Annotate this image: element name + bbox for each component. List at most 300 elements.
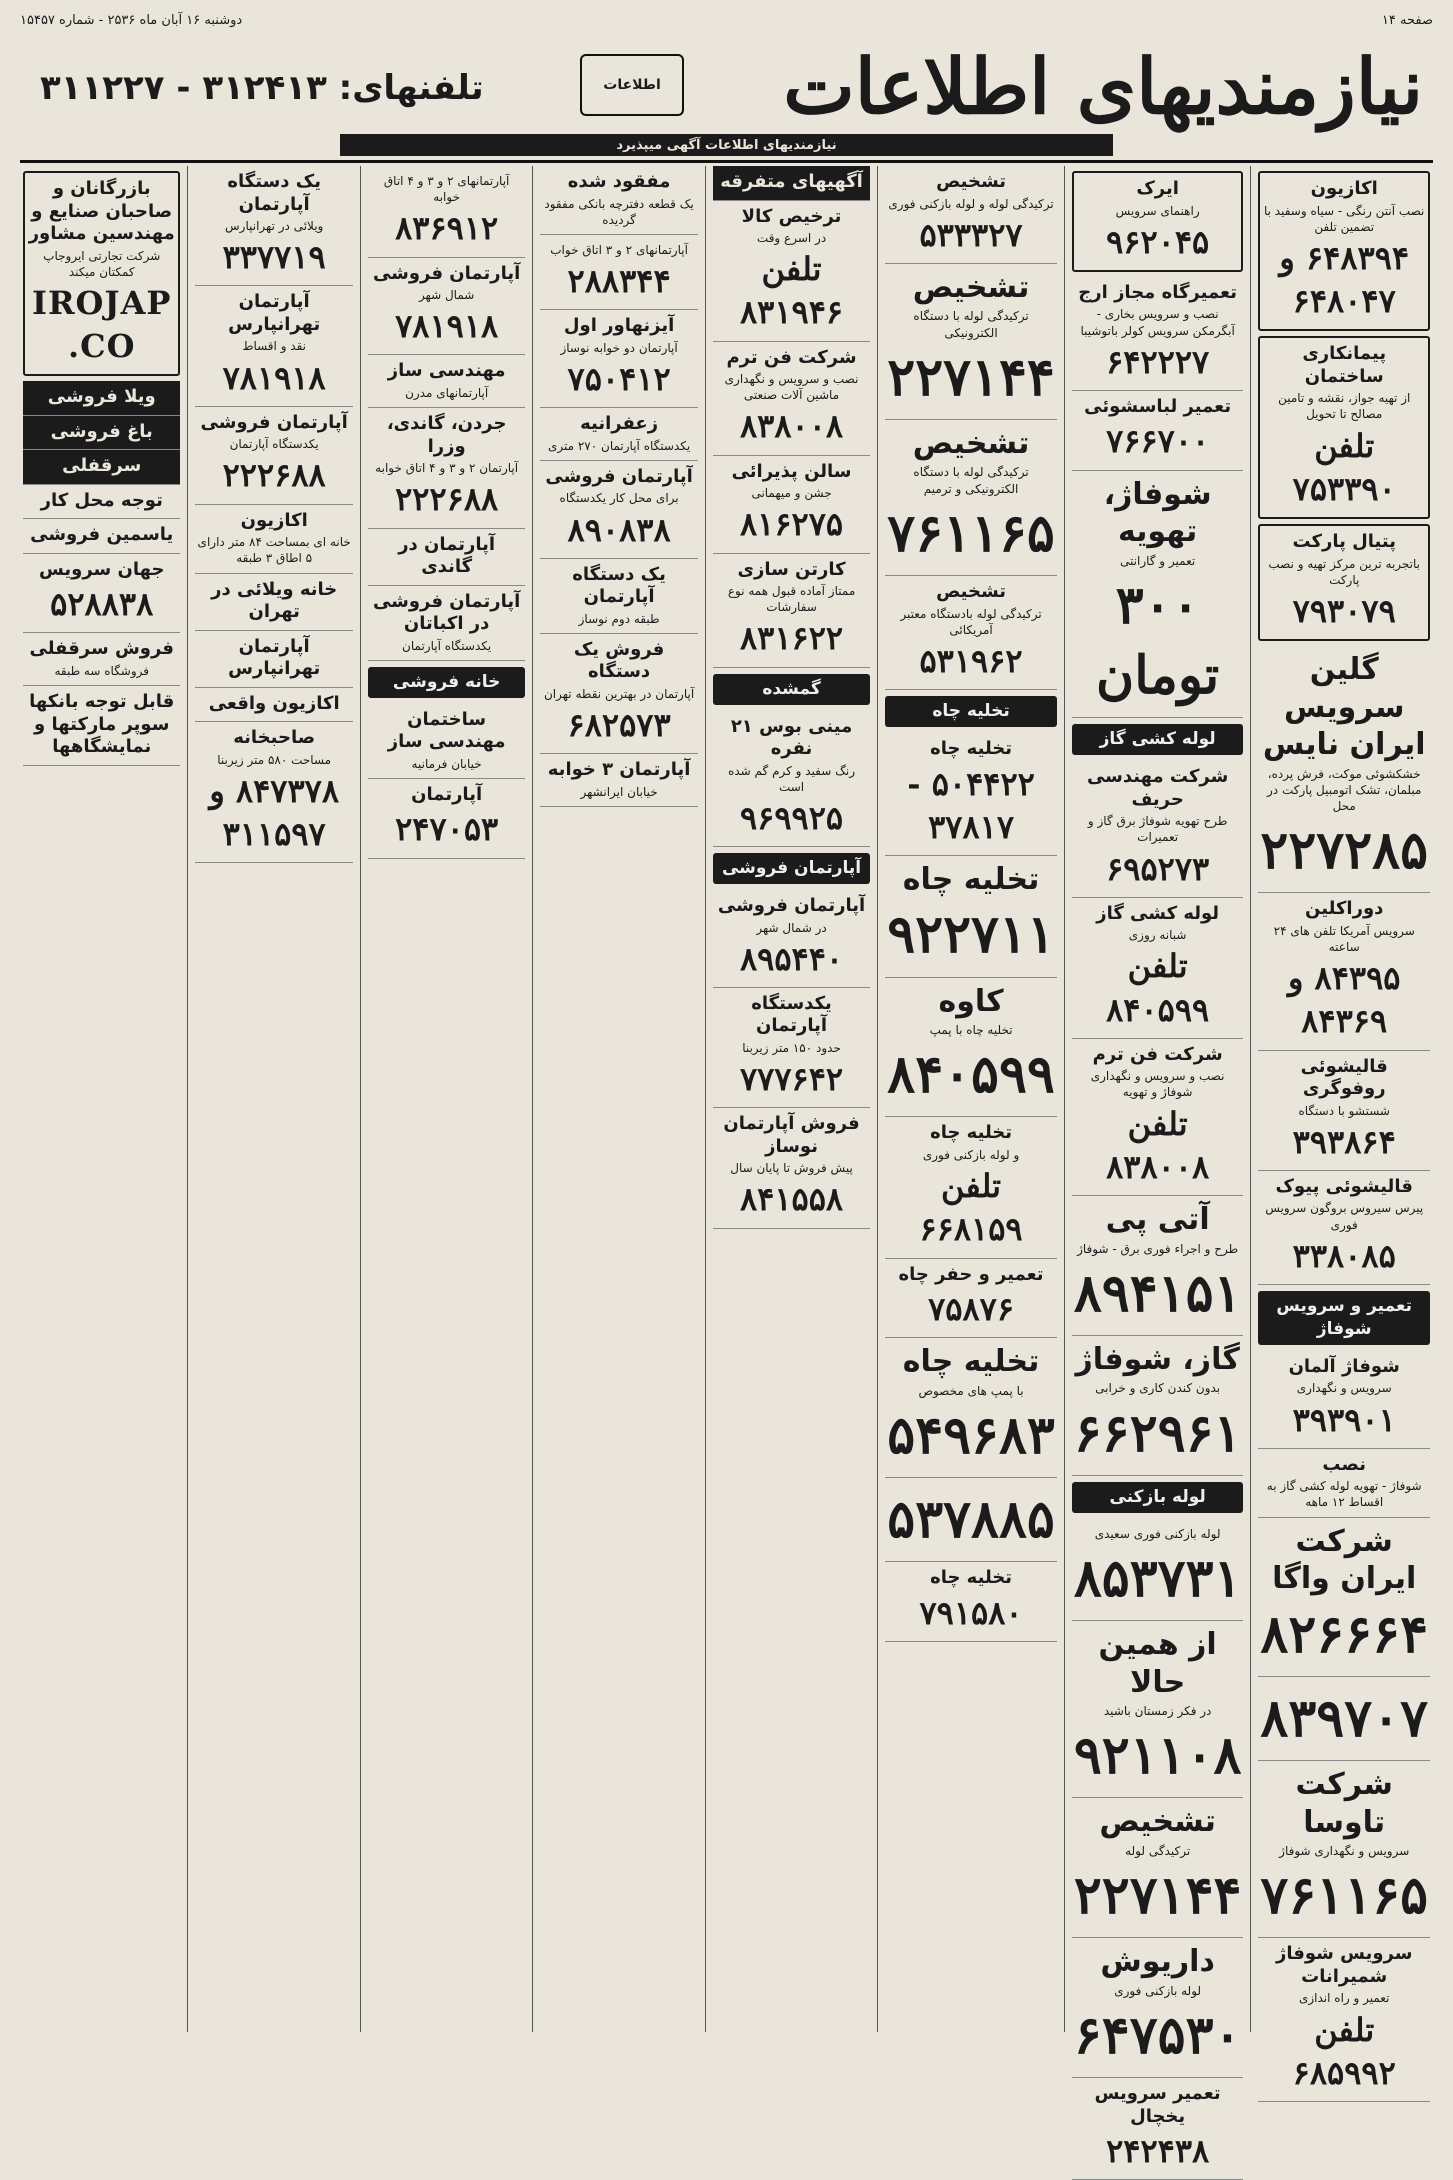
classified-ad [368,408,525,528]
classified-ad [195,407,352,505]
ad-title: تخلیه چاه [930,1122,1013,1144]
classified-ad [1258,336,1430,519]
ad-title: شرکت فن ترم [1092,1043,1223,1065]
ad-body: ترکیدگی لوله با دستگاه الکترونیکی و ترمیم [913,465,1029,496]
classified-ad [713,711,870,848]
masthead-emblem-icon: اطلاعات [580,54,684,116]
classified-ad [1072,898,1244,1039]
ad-body: یکدستگاه آپارتمان ۲۷۰ متری [547,438,691,453]
ad-title: گلین سرویس ایران نایس [1262,652,1426,763]
ad-title: تعمیر و حفر چاه [898,1263,1044,1285]
ad-phone-number: ۳۰۰ تومان [1096,574,1220,706]
ad-col-8 [16,166,187,2032]
ad-phone-number: ۶۸۲۵۷۳ [567,706,671,745]
ad-phone-number: ۸۴۳۹۵ و ۸۴۳۶۹ [1287,959,1401,1041]
classified-ad [713,456,870,554]
ad-phone-number: ۸۹۴۱۵۱ [1073,1262,1242,1324]
ad-body: خانه ای بمساحت ۸۴ متر دارای ۵ اطاق ۳ طبقه [197,535,351,566]
classified-ad [1072,277,1244,391]
masthead-title: نیازمندیهای اطلاعات [783,42,1423,131]
ad-title: ایرک [1136,178,1179,199]
ad-phone-number: ۹۶۲۰۴۵ [1106,222,1210,261]
ad-col-1 [1250,166,1437,2092]
classified-ad [368,355,525,408]
ad-body: سرویس و نگهداری [1296,1381,1392,1396]
ad-body: ممتاز آماده قبول همه نوع سفارشات [727,584,856,615]
ad-body: ترکیدگی لوله بادستگاه معتبر آمریکائی [900,606,1042,637]
ad-phone-number: ۶۴۲۲۲۷ [1106,342,1210,381]
ad-phone-number: ۸۳۱۶۲۲ [739,619,844,658]
ad-phone-number: ۳۳۷۷۱۹ [222,238,326,277]
ad-title: آپارتمان فروشی [545,465,693,487]
classified-ad [195,688,352,723]
classified-ad [885,978,1057,1118]
ad-body: لوله بازکنی فوری [1114,1983,1202,1998]
ad-phone-number: تلفن ۸۳۸۰۰۸ [1106,1104,1210,1186]
ad-body: خشکشوئی موکت، فرش پرده، مبلمان، تشک اتومبیل پارکت در محل [1267,766,1422,813]
ad-phone-number: ۵۲۸۸۳۸ [50,585,154,624]
ad-title: پیمانکاری ساختمان [1302,343,1387,387]
ad-body: نصب آنتن رنگی - سیاه وسفید با تضمین تلفن [1264,203,1425,234]
ad-title: تخلیه چاه [930,1567,1013,1589]
classified-ad [1072,391,1244,471]
classified-ad [1072,761,1244,898]
classified-ad [713,554,870,668]
ad-phone-number: ۸۲۶۶۶۴ [1260,1603,1428,1665]
ad-title: اکازیون [240,509,308,531]
classified-ad [368,704,525,779]
ad-phone-number: ۶۶۲۹۶۱ [1073,1402,1242,1464]
classified-ad [540,235,697,310]
ad-title: آپارتمان فروشی [372,262,521,284]
classified-ad [1258,646,1430,893]
ad-phone-number: ۲۲۷۱۴۴ [1073,1865,1242,1927]
classified-ad [1258,1938,1430,2102]
ad-phone-number: ۷۹۱۵۸۰ [919,1593,1023,1632]
ad-title: زعفرانیه [580,413,659,435]
ad-phone-number: ۳۳۸۰۸۵ [1292,1236,1396,1275]
ad-title: آپارتمان فروشی [717,895,866,916]
ad-phone-number: ۷۶۱۱۶۵ [1260,1865,1428,1927]
ad-title: آیزنهاور اول [563,315,675,337]
ad-title: بازرگانان و صاحبان صنایع و مهندسین مشاور [28,178,175,244]
ad-body: در شمال شهر [756,920,827,935]
columns-container [16,166,1437,2171]
ad-body: آپارتمانهای ۲ و ۳ و ۴ اتاق خوابه [383,174,510,205]
ad-body: طرح تهویه شوفاژ برق گاز و تعمیرات [1087,814,1228,845]
classified-ad [1258,1518,1430,1677]
classified-ad [540,408,697,461]
ad-title: کارتن سازی [737,558,846,580]
classified-ad [1258,1761,1430,1938]
folio-date-issue: دوشنبه ۱۶ آبان ماه ۲۵۳۶ - شماره ۱۵۴۵۷ [20,12,243,28]
ad-title: تخلیه چاه [902,861,1040,897]
ad-body: آپارتمان ۲ و ۳ و ۴ اتاق خوابه [375,461,519,476]
ad-phone-number: ۲۲۲۶۸۸ [395,480,499,519]
ad-body: راهنمای سرویس [1115,203,1200,218]
ad-phone-number: ۵۴۹۶۸۳ [887,1404,1055,1466]
ad-title: سالن پذیرائی [731,460,852,482]
ad-title: تشخیص [912,425,1030,461]
ad-title: از همین حالا [1098,1627,1217,1700]
classified-ad [885,420,1057,576]
ad-body: آپارتمان در بهترین نقطه تهران [543,686,695,701]
ad-body: نصب و سرویس و نگهداری شوفاژ و تهویه [1090,1069,1225,1100]
ad-phone-number: ۲۲۷۱۴۴ [887,346,1055,408]
ad-body: نصب و سرویس بخاری - آبگرمکن سرویس کولر باتوشیبا [1080,307,1235,338]
ad-title: آتی پی [1105,1202,1210,1237]
folio-line [20,10,1433,30]
masthead [20,36,1433,163]
ad-phone-number: ۷۸۱۹۱۸ [222,358,326,397]
ad-title: صاحبخانه [233,727,316,748]
ad-phone-number: ۸۹۰۸۳۸ [567,510,671,549]
ad-body: ترکیدگی لوله و لوله بازکنی فوری [888,196,1054,211]
ad-title: قالیشوئی پیوک [1275,1175,1413,1197]
ad-title: ساختمان مهندسی ساز [387,708,506,753]
ad-body: در اسرع وقت [756,231,827,245]
ad-title: یک دستگاه آپارتمان [227,171,321,215]
classified-ad [1072,171,1244,272]
classified-ad [195,166,352,286]
classified-ad [195,631,352,688]
classified-ad [1258,171,1430,331]
ad-title: مهندسی ساز [387,360,506,382]
ad-title: تعمیر لباسشوئی [1084,395,1232,417]
classified-ad [23,416,180,451]
section-heading: آپارتمان فروشی [713,853,870,884]
ad-title: شوفاژ آلمان [1288,1355,1400,1377]
classified-ad [885,733,1057,856]
classified-ad [1072,471,1244,719]
ad-title: فروش سرقفلی [29,638,174,660]
ad-col-3 [877,166,1064,2032]
classified-ad [23,554,180,634]
ad-body: پیش فروش تا پایان سال [730,1161,853,1176]
classified-ad [368,779,525,859]
ad-body: برای محل کار یکدستگاه [559,491,679,506]
ad-title: آپارتمان فروشی [200,411,348,433]
ad-phone-number: ۷۶۱۱۶۵ [887,502,1055,564]
classified-ad [1258,893,1430,1050]
ad-title: باغ فروشی [50,420,153,442]
ad-title: آپارتمان فروشی در اکباتان [372,590,521,634]
ad-title: مفقود شده [567,171,671,192]
classified-ad [1258,1351,1430,1449]
ad-body: شستشو با دستگاه [1298,1103,1390,1118]
ad-body: بدون کندن کاری و خرابی [1095,1381,1221,1396]
ad-phone-number: ۳۹۳۹۰۱ [1292,1400,1396,1439]
classified-ad [195,722,352,863]
ad-body: جشن و میهمانی [751,486,832,501]
ad-phone-number: IROJAP CO. [31,283,172,366]
classified-ad [885,1338,1057,1478]
ad-body: با پمپ های مخصوص [918,1383,1024,1398]
classified-ad [1258,524,1430,641]
ad-body: شوفاژ - تهویه لوله کشی گاز به اقساط ۱۲ ماهه [1266,1479,1422,1510]
ad-title: یاسمین فروشی [30,524,174,546]
classified-ad [23,171,180,376]
ad-phone-number: ۸۴۰۵۹۹ [887,1044,1055,1106]
ad-phone-number: ۷۵۰۴۱۲ [567,359,671,398]
classified-ad [1258,1677,1430,1761]
classified-ad [1072,1336,1244,1476]
section-heading: خانه فروشی [368,667,525,698]
ad-body: آپارتمانهای مدرن [405,385,489,400]
ad-title: آگهیهای متفرقه [720,171,863,192]
ad-body: ویلائی در تهرانپارس [225,219,324,233]
ad-body: در فکر زمستان باشید [1103,1704,1212,1719]
ad-phone-number: ۷۹۳۰۷۹ [1292,591,1396,630]
classified-ad [1072,1519,1244,1621]
ad-phone-number: ۶۹۵۲۷۳ [1106,849,1210,888]
classified-ad [23,485,180,520]
classified-ad [195,286,352,406]
ad-title: ترخیص کالا [741,205,842,227]
classified-ad [1258,1449,1430,1518]
ad-phone-number: تلفن ۶۸۵۹۹۲ [1292,2010,1396,2092]
ad-title: خانه ویلائی در تهران [211,578,338,622]
ad-col-5 [532,166,704,2032]
ad-col-4 [705,166,877,2032]
ad-title: ویلا فروشی [47,386,156,408]
ad-body: آپارتمانهای ۲ و ۳ اتاق خواب [550,242,688,257]
ad-body: تعمیر و گارانتی [1120,553,1196,568]
ad-body: باتجربه ترین مرکز تهیه و نصب پارکت [1268,556,1421,587]
ad-title: اکازیون واقعی [208,692,340,714]
ad-col-7 [187,166,359,2032]
classified-ad [540,754,697,807]
classified-ad [1072,1039,1244,1196]
ad-title: شرکت مهندسی حریف [1086,766,1229,810]
classified-ad [1072,1798,1244,1938]
ad-phone-number: ۵۰۴۴۲۲ - ۳۷۸۱۷ [907,764,1035,846]
classified-ad [1258,1171,1430,1285]
ad-col-6 [360,166,532,2032]
ad-body: نصب و سرویس و نگهداری ماشین آلات صنعتی [724,372,859,403]
classified-ad [368,258,525,356]
masthead-phones: تلفنهای: ۳۱۲۴۱۳ - ۳۱۱۲۲۷ [40,68,484,108]
ad-phone-number: تلفن ۶۶۸۱۵۹ [919,1167,1023,1249]
section-heading: لوله کشی گاز [1072,724,1244,755]
ad-phone-number: ۸۳۶۹۱۲ [395,209,499,248]
ad-body: طرح و اجراء فوری برق - شوفاژ [1077,1241,1239,1256]
classified-ad [713,988,870,1108]
classified-ad [1072,2078,1244,2180]
classified-ad [23,450,180,485]
ad-title: فروش آپارتمان نوساز [723,1113,860,1157]
ad-body: آپارتمان دو خوابه نوساز [560,340,678,355]
ad-phone-number: ۷۸۱۹۱۸ [395,307,499,346]
ad-title: دوراکلین [1305,898,1384,920]
ad-body: حدود ۱۵۰ متر زیربنا [742,1040,841,1055]
ad-title: گاز، شوفاژ [1075,1341,1240,1377]
ad-title: آپارتمان تهرانپارس [228,635,321,679]
ad-phone-number: ۷۶۶۷۰۰ [1106,422,1210,461]
folio-page-number: صفحه ۱۴ [1381,12,1433,28]
classified-ad [1258,1051,1430,1171]
ad-title: تخلیه چاه [902,1344,1040,1380]
ad-title: آپارتمان [411,783,483,805]
ad-body: شمال شهر [418,288,475,303]
ad-body: ترکیدگی لوله [1125,1843,1191,1858]
ad-body: فروشگاه سه طبقه [54,663,150,678]
classified-ad [885,264,1057,420]
ad-body: شرکت تجارتی ایروجاپ کمکتان میکند [43,248,161,279]
classified-ad [195,505,352,574]
ad-body: یکدستگاه آپارتمان [402,638,492,653]
ad-phone-number: ۶۴۸۳۹۴ و ۶۴۸۰۴۷ [1279,238,1410,321]
ad-title: جردن، گاندی، وزرا [386,413,507,457]
ad-phone-number: ۶۴۷۵۳۰ [1073,2005,1242,2066]
ad-title: داریوش [1100,1944,1215,1980]
ad-title: قابل توجه بانکها سوپر مارکتها و نمایشگاهها [29,691,175,758]
ad-phone-number: ۸۵۳۷۳۱ [1073,1547,1242,1609]
ad-title: یکدستگاه آپارتمان [751,992,832,1037]
ad-title: کاوه [938,983,1004,1019]
ad-body: مساحت ۵۸۰ متر زیربنا [217,752,332,767]
ad-phone-number: ۸۱۶۲۷۵ [739,505,844,544]
ad-title: یک دستگاه آپارتمان [572,563,666,608]
ad-title: تخلیه چاه [930,738,1013,759]
ad-phone-number: ۲۴۲۴۳۸ [1106,2132,1210,2171]
section-heading: تخلیه چاه [885,696,1057,727]
ad-phone-number: ۸۳۸۰۰۸ [739,407,844,446]
ad-phone-number: ۸۴۷۳۷۸ و ۳۱۱۵۹۷ [209,771,340,853]
classified-ad [23,686,180,766]
ad-body: لوله بازکنی فوری سعیدی [1094,1526,1221,1541]
ad-body: تخلیه چاه با پمپ [929,1023,1013,1038]
ad-phone-number: ۸۴۱۵۵۸ [739,1180,844,1219]
ad-body: از تهیه جواز، نقشه و تامین مصالح تا تحویل [1278,391,1411,422]
ad-body: نقد و اقساط [242,339,307,354]
classified-ad [540,559,697,634]
ad-title: توجه محل کار [40,489,163,511]
section-heading: گمشده [713,674,870,705]
ad-phone-number: ۸۳۹۷۰۷ [1260,1687,1428,1749]
ad-title: تشخیص [912,269,1030,305]
classified-ad [1072,1621,1244,1798]
ad-body: خیابان ایرانشهر [580,784,658,799]
ad-body: تعمیر و راه اندازی [1298,1991,1390,2006]
classified-ad [540,310,697,408]
ad-title: پتیال پارکت [1292,531,1396,552]
classified-ad [23,633,180,686]
ad-body: سرویس آمریکا تلفن های ۲۴ ساعته [1273,923,1415,954]
ad-phone-number: ۵۳۱۹۶۲ [919,641,1023,680]
classified-ad [23,519,180,554]
ad-title: شوفاژ، تهویه [1103,476,1212,550]
classified-ad [885,1259,1057,1339]
ad-phone-number: ۷۵۸۷۶ [928,1290,1015,1328]
classified-ad [195,574,352,631]
classified-ad [713,1108,870,1228]
ad-body: شبانه روزی [1128,928,1187,943]
ad-title: تشخیص [1099,1804,1216,1840]
ad-phone-number: ۹۲۱۱۰۸ [1073,1725,1242,1787]
ad-phone-number: تلفن ۷۵۳۳۹۰ [1292,426,1396,508]
ad-body: خیابان فرمانیه [411,756,482,771]
classified-ad [540,166,697,235]
ad-title: آپارتمان در گاندی [398,533,496,577]
ad-body: طبقه دوم نوساز [578,611,660,626]
classified-ad [885,1478,1057,1562]
classified-ad [885,1562,1057,1642]
classified-ad [540,461,697,559]
ad-title: شرکت تاوسا [1295,1767,1393,1840]
ad-phone-number: ۷۷۷۶۴۲ [739,1060,844,1099]
ad-title: نصب [1322,1453,1366,1475]
ad-title: تعمیر سرویس یخچال [1094,2083,1221,2127]
ad-phone-number: ۵۳۷۸۸۵ [887,1489,1055,1551]
ad-phone-number: ۲۴۷۰۵۳ [395,810,499,849]
ad-phone-number: ۹۶۹۹۲۵ [739,798,844,837]
masthead-strip: نیازمندیهای اطلاعات آگهی میپذیرد [340,134,1113,156]
ad-phone-number: ۹۲۲۷۱۱ [887,904,1055,966]
ad-body: رنگ سفید و کرم گم شده است [728,763,855,794]
ad-col-2 [1064,166,1251,2171]
ad-phone-number: ۵۳۳۳۲۷ [919,215,1023,254]
ad-title: جهان سرویس [38,558,165,580]
classified-ad [885,576,1057,690]
ad-phone-number: تلفن ۸۴۰۵۹۹ [1106,947,1210,1029]
ad-phone-number: ۸۹۵۴۴۰ [739,939,844,978]
ad-title: فروش یک دستگاه [573,638,665,683]
ad-title: سرویس شوفاژ شمیرانات [1275,1943,1413,1987]
ad-title: شرکت ایران واگا [1272,1523,1417,1597]
ad-body: سرویس و نگهداری شوفاژ [1279,1844,1410,1858]
ad-title: اکازیون [1310,178,1378,199]
ad-phone-number: ۲۸۸۳۴۴ [567,262,671,301]
ad-title: قالیشوئی روفوگری [1300,1055,1388,1100]
classified-ad [540,634,697,754]
ad-title: تشخیص [936,581,1007,602]
ad-body: یکدستگاه آپارتمان [229,437,319,452]
ad-title: سرقفلی [62,455,142,477]
ad-title: لوله کشی گاز [1096,902,1220,924]
classified-ad [368,586,525,661]
section-heading: لوله بازکنی [1072,1482,1244,1513]
classified-ad [713,166,870,201]
ad-phone-number: ۲۲۷۲۸۵ [1260,820,1428,882]
ad-title: تعمیرگاه مجاز ارج [1078,281,1237,303]
classified-ad [713,201,870,342]
ad-body: و لوله بازکنی فوری [922,1147,1020,1162]
ad-title: آپارتمان ۳ خوابه [547,759,691,781]
classified-ad [885,1117,1057,1258]
classified-ad [23,381,180,416]
ad-body: یک قطعه دفترچه بانکی مفقود گردیده [544,196,694,227]
classified-ad [1072,1938,1244,2078]
classified-ad [1072,1196,1244,1336]
ad-phone-number: ۲۲۲۶۸۸ [222,456,326,495]
classified-ad [368,166,525,258]
classified-ad [713,342,870,456]
ad-title: تشخیص [936,171,1007,192]
classified-ad [713,890,870,988]
ad-body: ترکیدگی لوله با دستگاه الکترونیکی [913,309,1029,340]
section-heading: تعمیر و سرویس شوفاژ [1258,1291,1430,1345]
classified-ad [885,166,1057,264]
ad-title: مینی بوس ۲۱ نفره [730,715,853,759]
ad-phone-number: ۳۹۳۸۶۴ [1292,1122,1396,1161]
ad-title: آپارتمان تهرانپارس [228,291,321,335]
classified-ad [368,529,525,586]
classified-ad [885,856,1057,978]
ad-body: پیرس سیروس بروگون سرویس فوری [1265,1201,1424,1232]
ad-title: شرکت فن ترم [726,346,857,368]
ad-phone-number: تلفن ۸۳۱۹۴۶ [739,250,844,332]
